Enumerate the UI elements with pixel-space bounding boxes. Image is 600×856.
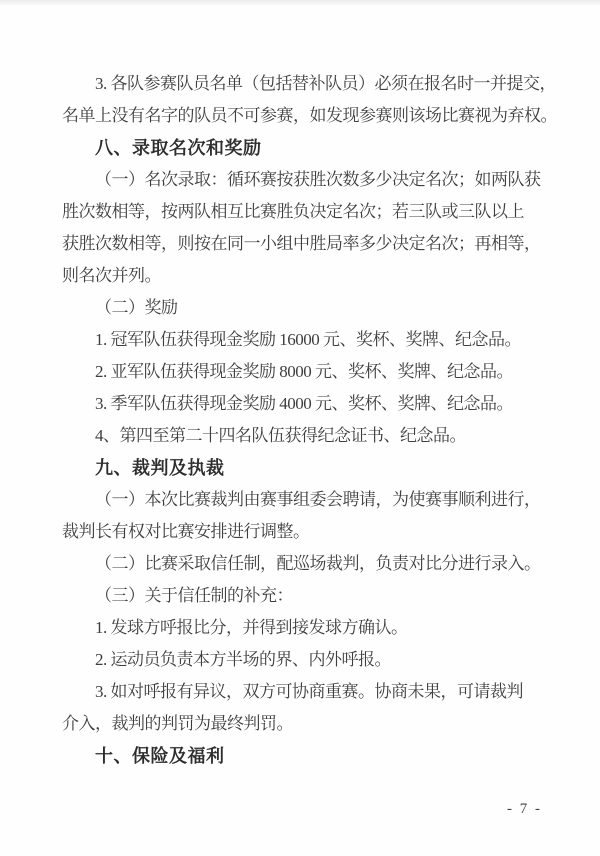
- document-body: [62, 68, 557, 772]
- text-line: （三）关于信任制的补充：: [95, 586, 293, 605]
- scan-edge: [0, 0, 600, 6]
- section-heading: [62, 740, 550, 772]
- text-line: 名单上没有名字的队员不可参赛，如发现参赛则该场比赛视为弃权。: [62, 106, 557, 125]
- text-line: （一）名次录取：循环赛按获胜次数多少决定名次；如两队获: [95, 170, 541, 189]
- text-line: 九、裁判及执裁: [95, 458, 225, 478]
- paragraph: [62, 548, 550, 580]
- text-line: 获胜次数相等，则按在同一小组中胜局率多少决定名次；再相等，: [62, 234, 541, 253]
- text-line: 3. 季军队伍获得现金奖励 4000 元、奖杯、奖牌、纪念品。: [95, 394, 513, 413]
- paragraph: [62, 484, 550, 548]
- paragraph: [62, 356, 550, 388]
- paragraph: [62, 388, 550, 420]
- section-heading: [62, 132, 550, 164]
- text-line: （二）奖励: [95, 298, 178, 317]
- text-line: 4、第四至第二十四名队伍获得纪念证书、纪念品。: [95, 426, 466, 445]
- text-line: 十、保险及福利: [95, 746, 225, 766]
- text-line: 3. 如对呼报有异议，双方可协商重赛。协商未果，可请裁判: [95, 682, 523, 701]
- section-heading: [62, 452, 550, 484]
- page-number: - 7 -: [507, 801, 542, 817]
- paragraph: [62, 644, 550, 676]
- paragraph: [62, 324, 550, 356]
- text-line: 八、录取名次和奖励: [95, 138, 262, 158]
- text-line: 介入，裁判的判罚为最终判罚。: [62, 714, 293, 733]
- paragraph: [62, 420, 550, 452]
- paragraph: [62, 164, 550, 292]
- text-line: 3. 各队参赛队员名单（包括替补队员）必须在报名时一并提交，: [95, 74, 556, 93]
- text-line: 2. 运动员负责本方半场的界、内外呼报。: [95, 650, 391, 669]
- paragraph: [62, 292, 550, 324]
- paragraph: [62, 676, 550, 740]
- text-line: （一）本次比赛裁判由赛事组委会聘请，为使赛事顺利进行，: [95, 490, 541, 509]
- text-line: 裁判长有权对比赛安排进行调整。: [62, 522, 310, 541]
- paragraph: [62, 612, 550, 644]
- text-line: 1. 冠军队伍获得现金奖励 16000 元、奖杯、奖牌、纪念品。: [95, 330, 521, 349]
- text-line: 则名次并列。: [62, 266, 161, 285]
- text-line: 2. 亚军队伍获得现金奖励 8000 元、奖杯、奖牌、纪念品。: [95, 362, 513, 381]
- text-line: 胜次数相等，按两队相互比赛胜负决定名次；若三队或三队以上: [62, 202, 524, 221]
- text-line: （二）比赛采取信任制，配巡场裁判，负责对比分进行录入。: [95, 554, 541, 573]
- text-line: 1. 发球方呼报比分，并得到接发球方确认。: [95, 618, 408, 637]
- paragraph: [62, 68, 557, 132]
- paragraph: [62, 580, 550, 612]
